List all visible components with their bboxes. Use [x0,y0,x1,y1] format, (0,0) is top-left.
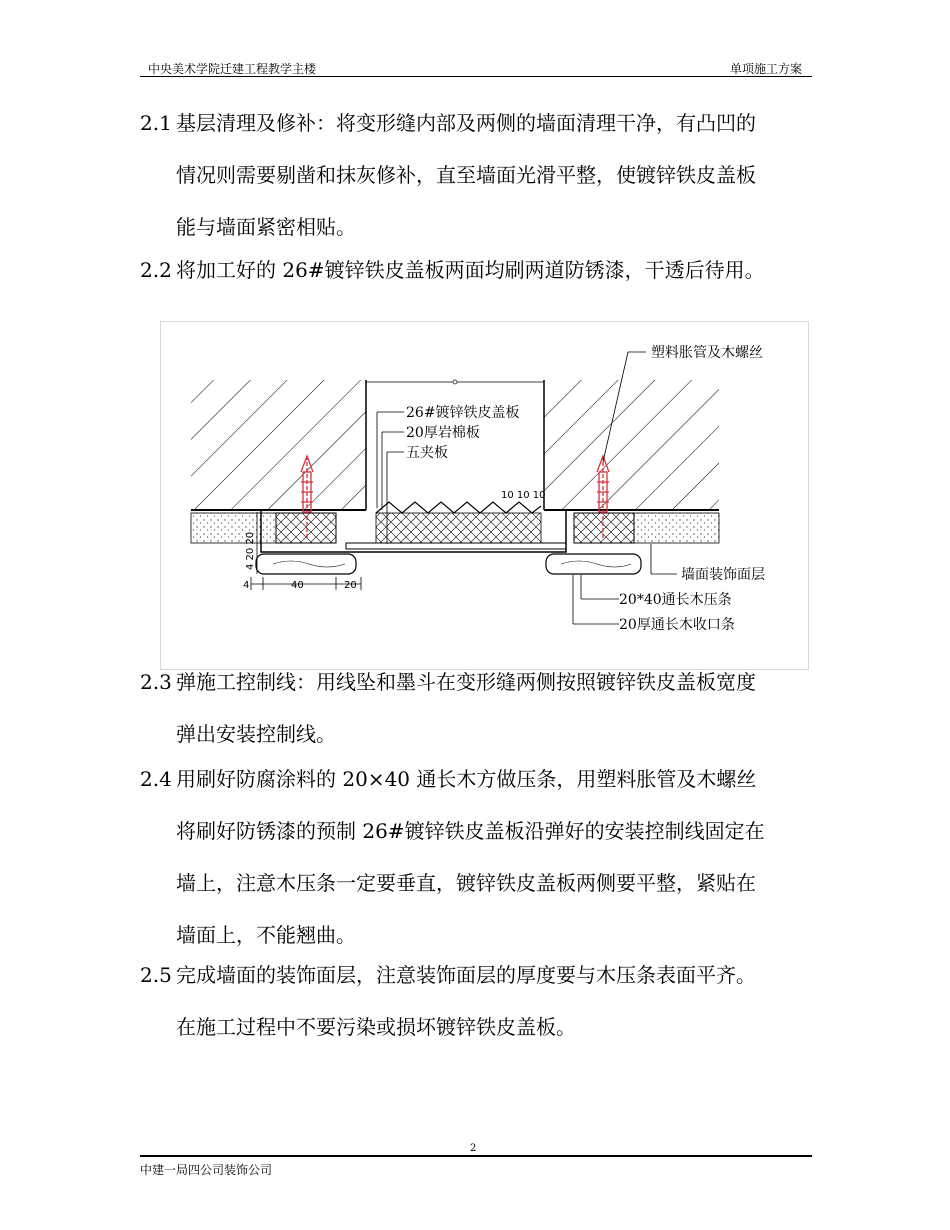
label-closing: 20厚通长木收口条 [619,617,735,633]
right-closing-strip [546,554,641,574]
page-number: 2 [470,1143,477,1154]
section-line: 在施工过程中不要污染或损坏镀锌铁皮盖板。 [176,1015,576,1039]
label-cover: 26#镀锌铁皮盖板 [406,405,520,421]
dim-40: 40 [291,580,304,591]
left-closing-strip [256,554,356,574]
section-number: 2.1 [140,111,172,135]
section-line: 完成墙面的装饰面层，注意装饰面层的厚度要与木压条表面平齐。 [176,963,756,987]
rockwool-board [376,513,541,543]
right-finish-layer [634,513,719,543]
section-number: 2.4 [140,767,172,791]
right-wall [544,380,719,510]
section-number: 2.5 [140,963,172,987]
section-line: 用刷好防腐涂料的 20×40 通长木方做压条，用塑料胀管及木螺丝 [176,767,757,791]
section-line: 墙面上，不能翘曲。 [176,923,356,947]
right-wood-batten [574,513,634,543]
label-finish: 墙面装饰面层 [681,567,765,583]
header-project-title: 中央美术学院迁建工程教学主楼 [148,62,317,76]
label-rockwool: 20厚岩棉板 [406,425,480,441]
section-line: 弹施工控制线：用线坠和墨斗在变形缝两侧按照镀锌铁皮盖板宽度 [176,670,756,694]
dim-4: 4 [243,580,250,591]
footer-rule [140,1155,812,1157]
section-line: 将刷好防锈漆的预制 26#镀锌铁皮盖板沿弹好的安装控制线固定在 [176,819,765,843]
section-2-4 [140,753,812,961]
left-finish-layer [191,513,276,543]
left-wood-batten [276,513,336,543]
section-line: 基层清理及修补：将变形缝内部及两侧的墙面清理干净，有凸凹的 [176,111,756,135]
section-line: 情况则需要剔凿和抹灰修补，直至墙面光滑平整，使镀锌铁皮盖板 [176,163,756,187]
header-doc-type: 单项施工方案 [729,62,802,76]
section-number: 2.3 [140,670,172,694]
section-line: 将加工好的 26#镀锌铁皮盖板两面均刷两道防锈漆，干透后待用。 [176,258,765,282]
label-anchor: 塑料胀管及木螺丝 [651,345,763,361]
section-2-3 [140,656,812,760]
section-2-5 [140,949,812,1053]
label-plywood: 五夹板 [406,445,448,461]
section-line: 墙上，注意木压条一定要垂直，镀锌铁皮盖板两侧要平整，紧贴在 [176,871,756,895]
plywood-strip [346,543,566,549]
joint-section-drawing [161,322,808,669]
left-wall [191,380,366,510]
label-batten: 20*40通长木压条 [619,592,732,608]
footer-company: 中建一局四公司装饰公司 [140,1163,273,1177]
section-line: 能与墙面紧密相贴。 [176,215,356,239]
section-2-1 [140,97,812,253]
section-line: 弹出安装控制线。 [176,722,336,746]
section-2-2 [140,244,812,296]
dim-20: 20 [344,580,357,591]
section-number: 2.2 [140,258,172,282]
dim-10-10-10: 10 10 10 [501,490,546,501]
dim-left-vertical: 4 20 20 [245,531,256,570]
expansion-joint-detail-figure [160,321,809,670]
page-header [140,58,812,77]
